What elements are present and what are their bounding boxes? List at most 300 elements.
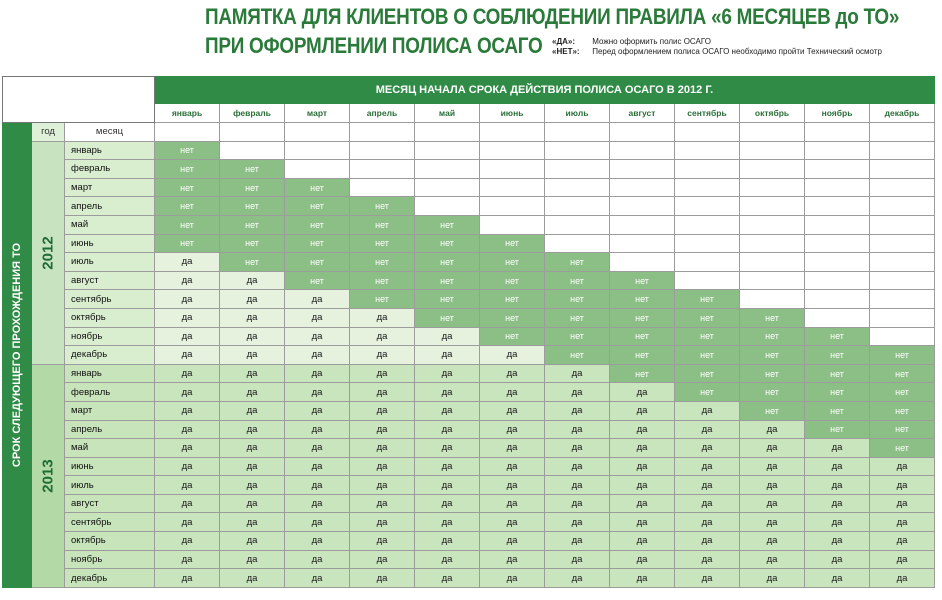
cell-yes: да	[675, 420, 740, 439]
empty-cell	[805, 234, 870, 253]
cell-yes: да	[285, 569, 350, 588]
empty-cell	[610, 160, 675, 179]
cell-yes: да	[805, 513, 870, 532]
cell-yes: да	[870, 569, 935, 588]
cell-no: нет	[415, 234, 480, 253]
cell-yes: да	[220, 364, 285, 383]
row-month-label: ноябрь	[65, 327, 155, 346]
cell-no: нет	[740, 327, 805, 346]
cell-yes: да	[480, 401, 545, 420]
empty-cell	[870, 234, 935, 253]
title-line-2: ПРИ ОФОРМЛЕНИИ ПОЛИСА ОСАГО	[205, 33, 543, 58]
cell-no: нет	[285, 197, 350, 216]
column-month-header: октябрь	[740, 104, 805, 123]
empty-cell	[610, 178, 675, 197]
empty-cell	[740, 123, 805, 142]
cell-yes: да	[155, 327, 220, 346]
column-month-header: август	[610, 104, 675, 123]
empty-cell	[870, 141, 935, 160]
cell-yes: да	[220, 439, 285, 458]
column-month-header: март	[285, 104, 350, 123]
table-row	[3, 253, 935, 272]
empty-cell	[415, 178, 480, 197]
cell-yes: да	[155, 513, 220, 532]
row-month-label: март	[65, 178, 155, 197]
cell-yes: да	[545, 420, 610, 439]
cell-yes: да	[220, 383, 285, 402]
cell-no: нет	[545, 327, 610, 346]
cell-no: нет	[545, 308, 610, 327]
cell-yes: да	[220, 401, 285, 420]
empty-cell	[870, 160, 935, 179]
empty-cell	[610, 123, 675, 142]
row-month-label: декабрь	[65, 346, 155, 365]
table-row	[3, 197, 935, 216]
empty-cell	[480, 178, 545, 197]
cell-yes: да	[480, 569, 545, 588]
table-row	[3, 160, 935, 179]
cell-yes: да	[220, 346, 285, 365]
cell-no: нет	[740, 346, 805, 365]
cell-yes: да	[610, 457, 675, 476]
cell-no: нет	[350, 253, 415, 272]
cell-yes: да	[220, 476, 285, 495]
table-row	[3, 569, 935, 588]
column-month-header: июль	[545, 104, 610, 123]
empty-cell	[610, 141, 675, 160]
cell-yes: да	[805, 532, 870, 551]
cell-yes: да	[675, 401, 740, 420]
empty-cell	[675, 253, 740, 272]
cell-yes: да	[740, 439, 805, 458]
cell-yes: да	[350, 327, 415, 346]
empty-cell	[740, 290, 805, 309]
empty-cell	[805, 215, 870, 234]
cell-yes: да	[870, 476, 935, 495]
row-month-label: апрель	[65, 420, 155, 439]
cell-yes: да	[350, 364, 415, 383]
cell-yes: да	[155, 253, 220, 272]
empty-cell	[870, 253, 935, 272]
table-row	[3, 532, 935, 551]
cell-no: нет	[220, 160, 285, 179]
empty-cell	[740, 141, 805, 160]
cell-no: нет	[415, 290, 480, 309]
cell-yes: да	[155, 346, 220, 365]
cell-no: нет	[480, 234, 545, 253]
column-month-header: май	[415, 104, 480, 123]
cell-yes: да	[610, 420, 675, 439]
empty-cell	[155, 123, 220, 142]
cell-yes: да	[610, 513, 675, 532]
row-month-label: сентябрь	[65, 290, 155, 309]
cell-yes: да	[220, 420, 285, 439]
cell-no: нет	[155, 160, 220, 179]
cell-no: нет	[870, 364, 935, 383]
table-row	[3, 513, 935, 532]
cell-yes: да	[545, 401, 610, 420]
cell-yes: да	[155, 550, 220, 569]
empty-cell	[610, 253, 675, 272]
cell-yes: да	[285, 383, 350, 402]
cell-yes: да	[155, 476, 220, 495]
cell-yes: да	[545, 457, 610, 476]
table-row	[3, 327, 935, 346]
table-row	[3, 308, 935, 327]
cell-yes: да	[285, 364, 350, 383]
cell-yes: да	[740, 513, 805, 532]
cell-no: нет	[480, 308, 545, 327]
year-label: 2013	[39, 459, 57, 493]
cell-yes: да	[675, 513, 740, 532]
cell-yes: да	[740, 569, 805, 588]
cell-yes: да	[675, 494, 740, 513]
empty-cell	[870, 215, 935, 234]
cell-yes: да	[610, 401, 675, 420]
cell-no: нет	[610, 308, 675, 327]
cell-yes: да	[545, 364, 610, 383]
cell-yes: да	[220, 327, 285, 346]
cell-yes: да	[155, 439, 220, 458]
empty-cell	[545, 123, 610, 142]
cell-yes: да	[350, 457, 415, 476]
empty-cell	[675, 197, 740, 216]
cell-yes: да	[350, 569, 415, 588]
cell-no: нет	[870, 401, 935, 420]
cell-yes: да	[675, 476, 740, 495]
cell-no: нет	[805, 327, 870, 346]
year-cell	[32, 141, 65, 364]
cell-no: нет	[545, 290, 610, 309]
legend-no	[552, 47, 882, 56]
legend-yes-text: Можно оформить полис ОСАГО	[592, 37, 711, 46]
cell-no: нет	[285, 234, 350, 253]
empty-cell	[220, 123, 285, 142]
cell-yes: да	[610, 532, 675, 551]
empty-cell	[220, 141, 285, 160]
empty-cell	[350, 160, 415, 179]
row-month-label: июнь	[65, 457, 155, 476]
cell-yes: да	[545, 550, 610, 569]
cell-yes: да	[155, 494, 220, 513]
subheader-row	[3, 123, 935, 142]
empty-cell	[415, 197, 480, 216]
year-label: 2012	[39, 235, 57, 270]
row-month-label: июнь	[65, 234, 155, 253]
empty-cell	[285, 160, 350, 179]
cell-yes: да	[350, 308, 415, 327]
row-month-label: июль	[65, 476, 155, 495]
empty-cell	[545, 160, 610, 179]
empty-cell	[675, 271, 740, 290]
cell-yes: да	[285, 532, 350, 551]
cell-yes: да	[155, 532, 220, 551]
row-month-label: октябрь	[65, 532, 155, 551]
cell-no: нет	[155, 197, 220, 216]
cell-yes: да	[415, 457, 480, 476]
cell-no: нет	[675, 383, 740, 402]
cell-no: нет	[870, 346, 935, 365]
empty-cell	[870, 308, 935, 327]
cell-yes: да	[350, 513, 415, 532]
row-month-label: июль	[65, 253, 155, 272]
table-row	[3, 550, 935, 569]
cell-yes: да	[610, 383, 675, 402]
empty-cell	[480, 197, 545, 216]
empty-cell	[740, 197, 805, 216]
cell-yes: да	[610, 569, 675, 588]
cell-no: нет	[675, 290, 740, 309]
cell-no: нет	[415, 308, 480, 327]
cell-no: нет	[805, 401, 870, 420]
empty-cell	[545, 178, 610, 197]
cell-yes: да	[610, 476, 675, 495]
empty-cell	[675, 215, 740, 234]
cell-no: нет	[350, 271, 415, 290]
cell-no: нет	[285, 215, 350, 234]
cell-yes: да	[480, 383, 545, 402]
table-row	[3, 476, 935, 495]
cell-yes: да	[740, 532, 805, 551]
cell-yes: да	[350, 383, 415, 402]
cell-no: нет	[285, 253, 350, 272]
cell-yes: да	[675, 550, 740, 569]
row-month-label: апрель	[65, 197, 155, 216]
cell-yes: да	[220, 290, 285, 309]
cell-no: нет	[480, 290, 545, 309]
cell-yes: да	[805, 476, 870, 495]
row-month-label: февраль	[65, 160, 155, 179]
cell-no: нет	[805, 383, 870, 402]
cell-yes: да	[740, 476, 805, 495]
title-line-1: ПАМЯТКА ДЛЯ КЛИЕНТОВ О СОБЛЮДЕНИИ ПРАВИЛА «6 МЕСЯЦЕВ до ТО»	[205, 4, 900, 29]
cell-yes: да	[155, 308, 220, 327]
row-month-label: май	[65, 215, 155, 234]
cell-yes: да	[220, 532, 285, 551]
cell-yes: да	[805, 569, 870, 588]
year-cell	[32, 364, 65, 587]
empty-cell	[805, 141, 870, 160]
cell-no: нет	[870, 420, 935, 439]
cell-no: нет	[220, 178, 285, 197]
cell-no: нет	[870, 383, 935, 402]
cell-yes: да	[285, 308, 350, 327]
cell-yes: да	[155, 569, 220, 588]
cell-no: нет	[675, 364, 740, 383]
row-month-label: декабрь	[65, 569, 155, 588]
cell-yes: да	[220, 308, 285, 327]
cell-yes: да	[805, 439, 870, 458]
column-month-header: апрель	[350, 104, 415, 123]
empty-cell	[415, 160, 480, 179]
table-row	[3, 457, 935, 476]
cell-no: нет	[740, 401, 805, 420]
cell-yes: да	[415, 346, 480, 365]
table-row	[3, 401, 935, 420]
cell-no: нет	[350, 215, 415, 234]
column-month-header: январь	[155, 104, 220, 123]
side-label-cell	[3, 123, 32, 588]
cell-yes: да	[480, 476, 545, 495]
cell-no: нет	[220, 215, 285, 234]
empty-cell	[480, 141, 545, 160]
legend-no-key: «НЕТ»:	[552, 47, 580, 56]
cell-no: нет	[350, 234, 415, 253]
cell-yes: да	[740, 494, 805, 513]
empty-cell	[480, 160, 545, 179]
cell-no: нет	[675, 308, 740, 327]
column-month-header: ноябрь	[805, 104, 870, 123]
cell-yes: да	[350, 439, 415, 458]
column-month-header: декабрь	[870, 104, 935, 123]
cell-no: нет	[155, 141, 220, 160]
empty-cell	[740, 160, 805, 179]
cell-yes: да	[220, 550, 285, 569]
cell-yes: да	[610, 439, 675, 458]
empty-cell	[805, 178, 870, 197]
cell-yes: да	[155, 401, 220, 420]
empty-cell	[740, 215, 805, 234]
cell-yes: да	[740, 550, 805, 569]
cell-no: нет	[610, 346, 675, 365]
cell-no: нет	[220, 253, 285, 272]
cell-yes: да	[480, 439, 545, 458]
empty-cell	[610, 197, 675, 216]
empty-cell	[350, 141, 415, 160]
cell-yes: да	[480, 420, 545, 439]
cell-yes: да	[415, 327, 480, 346]
cell-no: нет	[740, 383, 805, 402]
cell-yes: да	[350, 401, 415, 420]
cell-yes: да	[870, 494, 935, 513]
cell-no: нет	[545, 253, 610, 272]
cell-yes: да	[285, 457, 350, 476]
cell-no: нет	[545, 271, 610, 290]
row-month-label: январь	[65, 141, 155, 160]
empty-cell	[805, 197, 870, 216]
column-month-header: июнь	[480, 104, 545, 123]
cell-yes: да	[675, 569, 740, 588]
side-label: СРОК СЛЕДУЮЩЕГО ПРОХОЖДЕНИЯ ТО	[11, 242, 23, 468]
cell-yes: да	[480, 513, 545, 532]
cell-yes: да	[545, 383, 610, 402]
empty-cell	[545, 215, 610, 234]
empty-cell	[285, 123, 350, 142]
cell-no: нет	[675, 327, 740, 346]
row-month-label: сентябрь	[65, 513, 155, 532]
cell-no: нет	[740, 364, 805, 383]
cell-yes: да	[870, 550, 935, 569]
cell-no: нет	[350, 197, 415, 216]
empty-cell	[480, 215, 545, 234]
table-row	[3, 346, 935, 365]
cell-yes: да	[415, 364, 480, 383]
empty-cell	[480, 123, 545, 142]
table-corner	[3, 77, 155, 123]
empty-cell	[285, 141, 350, 160]
cell-yes: да	[220, 271, 285, 290]
cell-yes: да	[155, 383, 220, 402]
table-banner: МЕСЯЦ НАЧАЛА СРОКА ДЕЙСТВИЯ ПОЛИСА ОСАГО В 2012 Г.	[155, 77, 935, 104]
empty-cell	[870, 290, 935, 309]
cell-no: нет	[805, 346, 870, 365]
cell-yes: да	[155, 271, 220, 290]
cell-no: нет	[675, 346, 740, 365]
empty-cell	[545, 141, 610, 160]
cell-yes: да	[545, 476, 610, 495]
cell-yes: да	[285, 401, 350, 420]
cell-yes: да	[220, 457, 285, 476]
cell-yes: да	[610, 550, 675, 569]
cell-yes: да	[545, 439, 610, 458]
cell-yes: да	[220, 494, 285, 513]
cell-yes: да	[155, 457, 220, 476]
cell-yes: да	[545, 569, 610, 588]
cell-yes: да	[740, 420, 805, 439]
cell-yes: да	[480, 457, 545, 476]
cell-no: нет	[480, 327, 545, 346]
table-row	[3, 234, 935, 253]
cell-yes: да	[415, 550, 480, 569]
legend-yes-key: «ДА»:	[552, 37, 576, 46]
empty-cell	[610, 215, 675, 234]
cell-yes: да	[415, 476, 480, 495]
cell-yes: да	[480, 494, 545, 513]
cell-no: нет	[155, 178, 220, 197]
empty-cell	[415, 141, 480, 160]
empty-cell	[675, 160, 740, 179]
empty-cell	[740, 234, 805, 253]
empty-cell	[545, 234, 610, 253]
cell-yes: да	[350, 532, 415, 551]
cell-yes: да	[285, 420, 350, 439]
column-year-header: год	[32, 123, 65, 142]
cell-yes: да	[415, 532, 480, 551]
cell-no: нет	[870, 439, 935, 458]
cell-yes: да	[415, 420, 480, 439]
empty-cell	[675, 141, 740, 160]
cell-no: нет	[805, 420, 870, 439]
cell-yes: да	[545, 513, 610, 532]
empty-cell	[870, 197, 935, 216]
cell-yes: да	[220, 569, 285, 588]
cell-no: нет	[545, 346, 610, 365]
cell-no: нет	[610, 364, 675, 383]
cell-yes: да	[285, 439, 350, 458]
cell-yes: да	[870, 532, 935, 551]
empty-cell	[870, 178, 935, 197]
cell-yes: да	[805, 457, 870, 476]
table-row	[3, 215, 935, 234]
cell-yes: да	[350, 420, 415, 439]
cell-yes: да	[350, 550, 415, 569]
cell-yes: да	[610, 494, 675, 513]
cell-yes: да	[350, 476, 415, 495]
empty-cell	[870, 327, 935, 346]
row-month-label: март	[65, 401, 155, 420]
cell-yes: да	[285, 550, 350, 569]
cell-no: нет	[480, 253, 545, 272]
table-row	[3, 420, 935, 439]
cell-yes: да	[740, 457, 805, 476]
cell-yes: да	[155, 420, 220, 439]
table-row	[3, 290, 935, 309]
empty-cell	[805, 253, 870, 272]
empty-cell	[740, 178, 805, 197]
table-row	[3, 364, 935, 383]
cell-yes: да	[480, 550, 545, 569]
cell-yes: да	[285, 290, 350, 309]
